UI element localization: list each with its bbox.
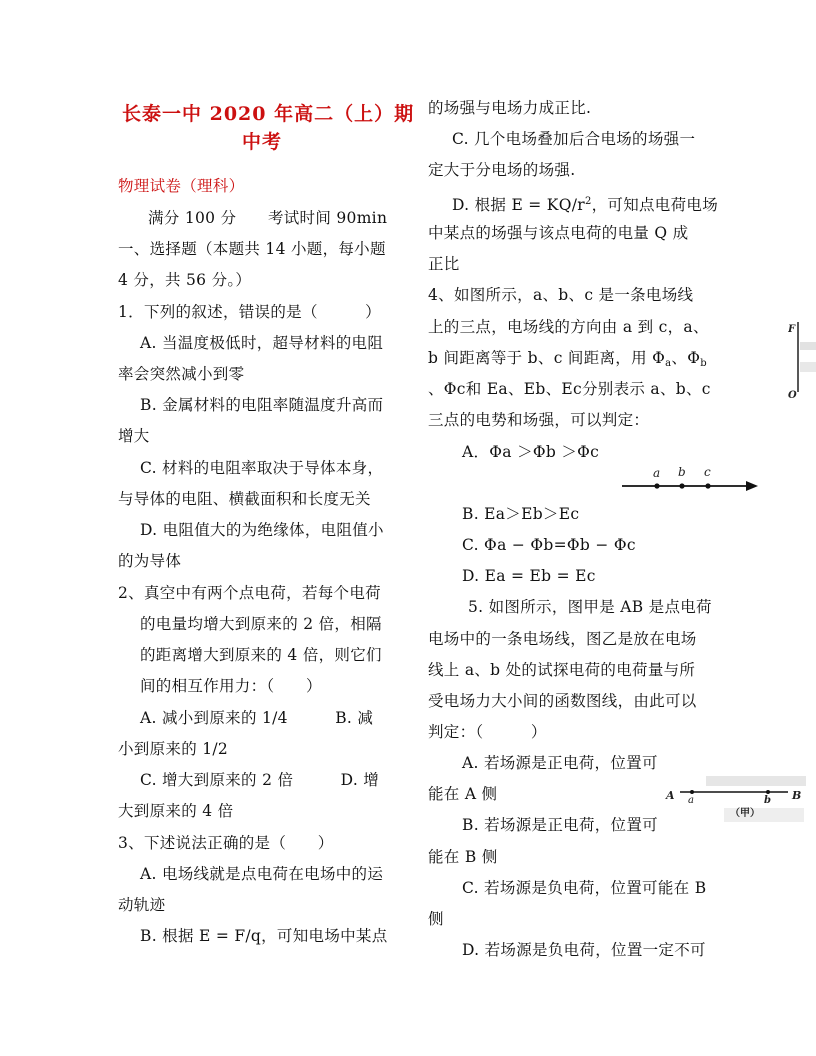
fig5-label-A: A	[666, 789, 675, 802]
question-2-line2: 的电量均增大到原来的 2 倍，相隔	[140, 615, 382, 633]
fig4-label-b: b	[678, 465, 686, 479]
question-3-stem: 3、下述说法正确的是（ ）	[118, 834, 334, 852]
q3-option-c-line2: 定大于分电场的场强.	[428, 161, 576, 179]
q5-option-b-line1: B. 若场源是正电荷，位置可	[462, 816, 658, 834]
q1-option-c-line1: C. 材料的电阻率取决于导体本身，	[140, 459, 384, 477]
q3-option-a-line1: A. 电场线就是点电荷在电场中的运	[140, 865, 384, 883]
q1-option-b-line2: 增大	[118, 427, 150, 445]
q4-option-b: B. Ea＞Eb＞Ec	[462, 505, 580, 523]
question-5-line4: 受电场力大小间的函数图线，由此可以	[428, 692, 697, 710]
q3-option-c-line1: C. 几个电场叠加后合电场的场强一	[452, 130, 696, 148]
q1-option-a-line1: A. 当温度极低时，超导材料的电阻	[140, 334, 384, 352]
edge-label-F: F	[788, 324, 796, 335]
q3-option-d-line3: 正比	[428, 255, 460, 273]
question-1-stem: 1．下列的叙述，错误的是（ ）	[118, 303, 381, 321]
q2-options-cd-line2: 大到原来的 4 倍	[118, 802, 234, 820]
section1-heading-line2: 4 分，共 56 分。）	[118, 271, 252, 289]
fig5-label-B: B	[792, 789, 802, 802]
graph-fragment-edge	[788, 318, 816, 404]
exam-subtitle: 物理试卷（理科）	[118, 177, 245, 195]
q2-options-cd-line1: C. 增大到原来的 2 倍 D. 增	[140, 771, 380, 789]
exam-title-line2: 中考	[242, 131, 283, 153]
q2-options-ab-line2: 小到原来的 1/2	[118, 740, 229, 758]
question-4-line2: 上的三点，电场线的方向由 a 到 c，a、	[428, 318, 709, 336]
q3-option-d-line2: 中某点的场强与该点电荷的电量 Q 成	[428, 224, 689, 242]
question-2-line1: 2、真空中有两个点电荷，若每个电荷	[118, 584, 381, 602]
question-2-line3: 的距离增大到原来的 4 倍，则它们	[140, 646, 382, 664]
question-5-line1: 5. 如图所示，图甲是 AB 是点电荷	[468, 598, 712, 616]
field-line-figure-q4	[620, 462, 760, 498]
question-5-line3: 线上 a、b 处的试探电荷的电荷量与所	[428, 661, 696, 679]
question-4-line4: 、Φc和 Ea、Eb、Ec分别表示 a、b、c	[428, 380, 711, 398]
q1-option-d-line2: 的为导体	[118, 552, 182, 570]
fig5-label-b: b	[764, 795, 771, 806]
q5-option-a-line2: 能在 A 侧	[428, 785, 498, 803]
q5-option-b-line2: 能在 B 侧	[428, 848, 498, 866]
field-line-figure-q5	[664, 772, 812, 830]
q5-option-c-line1: C. 若场源是负电荷，位置可能在 B	[462, 879, 707, 897]
q1-option-c-line2: 与导体的电阻、横截面积和长度无关	[118, 490, 371, 508]
question-2-line4: 间的相互作用力：（ ）	[140, 677, 322, 695]
q4-option-c: C. Φa − Φb=Φb − Φc	[462, 536, 636, 554]
q4-option-d: D. Ea = Eb = Ec	[462, 567, 596, 585]
q5-option-c-line2: 侧	[428, 910, 444, 928]
fig4-label-c: c	[704, 465, 711, 479]
q3-option-d-line1: D. 根据 $E = KQ/r^2$，可知点电荷电场	[452, 196, 719, 214]
exam-title-line1: 长泰一中 2020 年高二（上）期	[122, 103, 415, 125]
fig4-label-a: a	[653, 466, 661, 480]
question-4-line5: 三点的电势和场强，可以判定：	[428, 411, 650, 429]
q5-option-a-line1: A. 若场源是正电荷，位置可	[462, 754, 658, 772]
section1-heading-line1: 一、选择题（本题共 14 小题，每小题	[118, 240, 386, 258]
q4-option-a: A．Φa ＞Φb ＞Φc	[462, 443, 600, 461]
q3-option-a-line2: 动轨迹	[118, 896, 166, 914]
q5-option-d-line1: D. 若场源是负电荷，位置一定不可	[462, 941, 706, 959]
score-time-line: 满分 100 分 考试时间 90min	[148, 209, 388, 227]
fig5-label-a: a	[688, 795, 694, 806]
q1-option-a-line2: 率会突然减小到零	[118, 365, 245, 383]
q1-option-d-line1: D. 电阻值大的为绝缘体，电阻值小	[140, 521, 384, 539]
question-4-line1: 4、如图所示，a、b、c 是一条电场线	[428, 286, 694, 304]
q3-option-b-line2: 的场强与电场力成正比.	[428, 99, 592, 117]
q3-option-b-line1: B. 根据 E = F/q，可知电场中某点	[140, 927, 388, 945]
question-4-line3: b 间距离等于 b、c 间距离，用 $\Phi_a$、$\Phi_b$	[428, 349, 707, 369]
q1-option-b-line1: B. 金属材料的电阻率随温度升高而	[140, 396, 384, 414]
fig5-caption: （甲）	[730, 808, 760, 819]
q2-options-ab-line1: A. 减小到原来的 1/4 B. 减	[140, 709, 374, 727]
question-5-line5: 判定：（ ）	[428, 723, 547, 741]
edge-label-O: O	[788, 390, 797, 401]
question-5-line2: 电场中的一条电场线，图乙是放在电场	[428, 630, 697, 648]
